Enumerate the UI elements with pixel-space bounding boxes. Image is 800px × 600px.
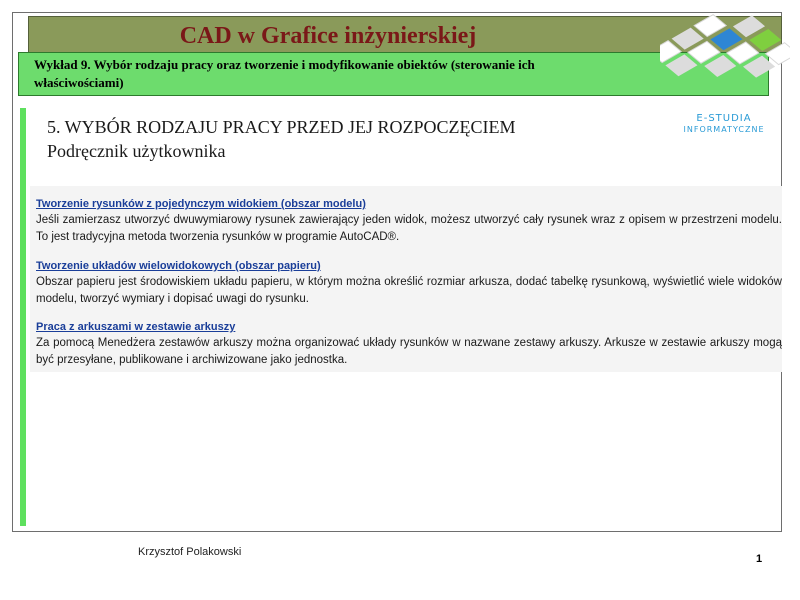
lecture-subtitle-line-1: Wykład 9. Wybór rodzaju pracy oraz tworzenie i modyfikowanie obiektów (sterowanie ich: [34, 57, 535, 72]
help-entry-link[interactable]: Tworzenie rysunków z pojedynczym widokiem (obszar modelu): [36, 198, 366, 210]
section-heading: 5. WYBÓR RODZAJU PRACY PRZED JEJ ROZPOCZĘCIEM: [47, 117, 516, 137]
left-accent-rule: [20, 108, 26, 526]
help-entry-link[interactable]: Praca z arkuszami w zestawie arkuszy: [36, 321, 236, 333]
section-subheading: Podręcznik użytkownika: [47, 141, 226, 161]
footer-author: Krzysztof Polakowski: [138, 546, 242, 558]
help-entry: [36, 259, 782, 308]
logo-tiles-icon: [660, 4, 790, 104]
logo-wordmark: [672, 113, 776, 134]
help-entry-body: Jeśli zamierzasz utworzyć dwuwymiarowy rysunek zawierający jeden widok, możesz utworzyć cały rysunek wraz z opisem w przestrzeni modelu. To jest tradycyjna metoda tworzenia rysunków w programie AutoCAD®.: [36, 214, 782, 243]
help-entry: [36, 320, 782, 369]
lecture-subtitle: [34, 56, 674, 92]
page-number: 1: [756, 553, 763, 565]
lecture-subtitle-line-2: właściwościami): [34, 75, 124, 90]
help-entry-body: Za pomocą Menedżera zestawów arkuszy można organizować układy rysunków w nazwane zestawy arkuszy. Arkusze w zestawie arkuszy mogą być przesyłane, publikowane i archiwizowane jako jednostka.: [36, 337, 782, 366]
help-entry: [36, 197, 782, 246]
logo-line-1: E-STUDIA: [696, 113, 752, 124]
slide-title: CAD w Grafice inżynierskiej: [179, 23, 477, 49]
help-entry-link[interactable]: Tworzenie układów wielowidokowych (obszar papieru): [36, 260, 321, 272]
logo-line-2: INFORMATYCZNE: [683, 125, 765, 134]
help-entry-body: Obszar papieru jest środowiskiem układu papieru, w którym można określić rozmiar arkusza, dodać tabelkę rysunkową, wyświetlić wiele widoków modelu, tworzyć wymiary i dopisać uwagi do rysunku.: [36, 276, 782, 305]
